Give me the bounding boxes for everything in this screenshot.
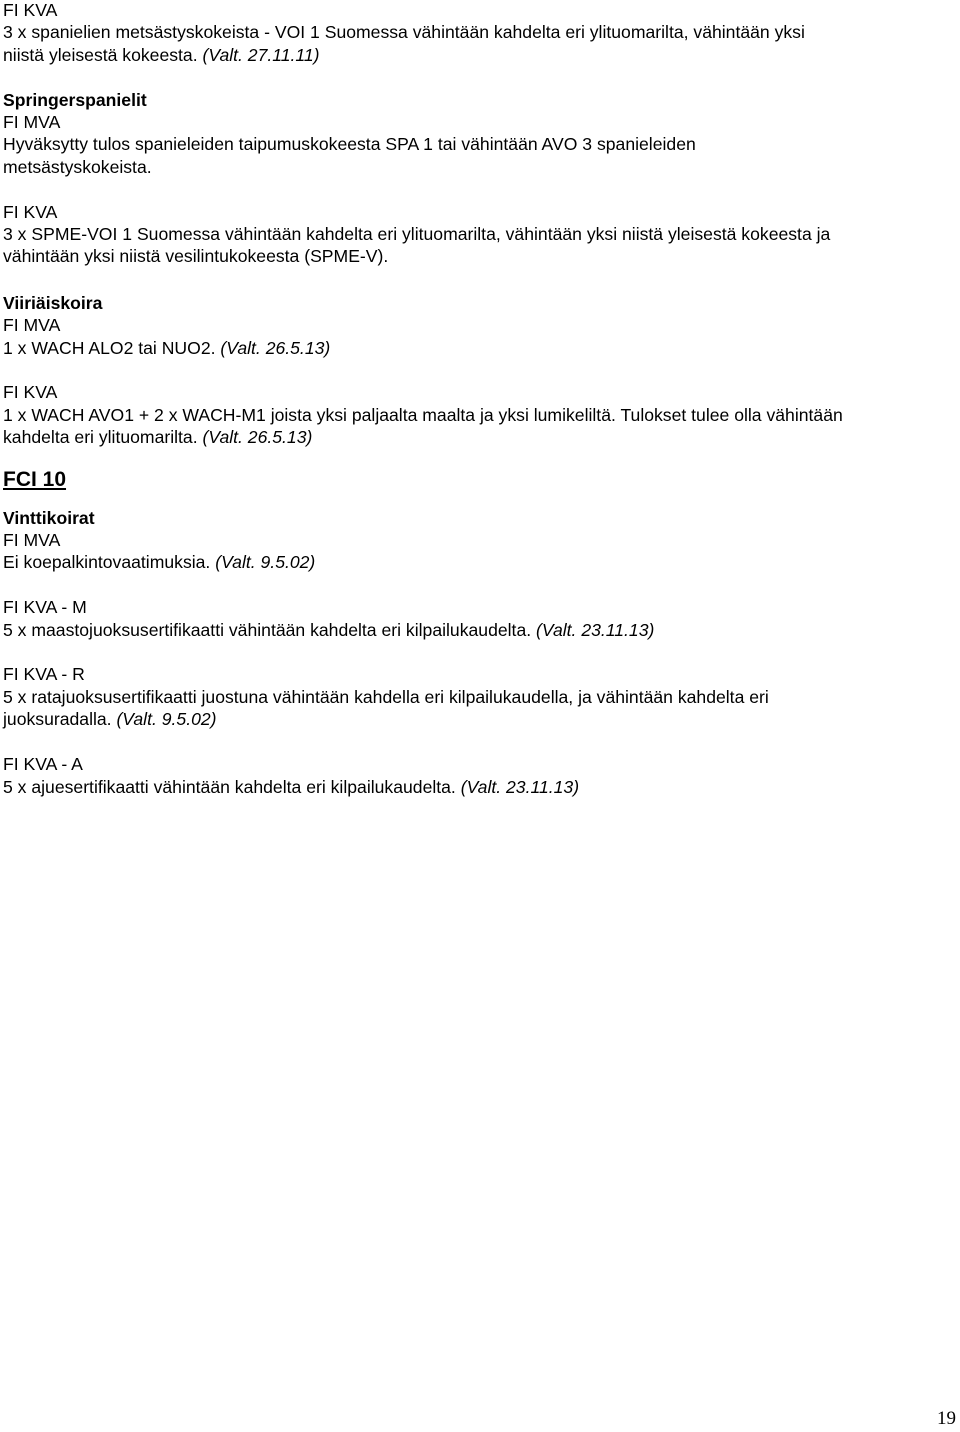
- validity-note: (Valt. 27.11.11): [202, 44, 320, 65]
- validity-note: (Valt. 9.5.02): [116, 709, 217, 730]
- kva-requirement-line: 3 x SPME-VOI 1 Suomessa vähintään kahdelta eri ylituomarilta, vähintään yksi niistä yleisestä kokeesta ja: [3, 224, 831, 245]
- mva-label: FI MVA: [3, 315, 61, 336]
- kva-label: FI KVA: [3, 382, 58, 403]
- kva-requirement-line: vähintään yksi niistä vesilintukokeesta (SPME-V).: [3, 246, 389, 267]
- validity-note: (Valt. 26.5.13): [220, 337, 331, 358]
- spacer: [3, 641, 958, 663]
- requirement-text: Ei koepalkintovaatimuksia.: [3, 552, 211, 573]
- validity-note: (Valt. 26.5.13): [202, 427, 313, 448]
- breed-title: Viiriäiskoira: [3, 292, 103, 313]
- mva-label: FI MVA: [3, 530, 61, 551]
- document-page: [3, 0, 958, 798]
- requirement-text: juoksuradalla.: [3, 709, 112, 730]
- breed-title: Vinttikoirat: [3, 507, 95, 528]
- mva-label: FI MVA: [3, 112, 61, 133]
- kva-a-label: FI KVA - A: [3, 754, 83, 775]
- kva-requirement-line: 3 x spanielien metsästyskokeista - VOI 1 Suomessa vähintään kahdelta eri ylituomarilta, vähintään yksi: [3, 22, 805, 43]
- page-number: 19: [937, 1408, 956, 1429]
- validity-note: (Valt. 23.11.13): [536, 619, 655, 640]
- mva-requirement-line: Hyväksytty tulos spanieleiden taipumuskokeesta SPA 1 tai vähintään AVO 3 spanieleiden: [3, 134, 696, 155]
- mva-requirement-line: metsästyskokeista.: [3, 156, 152, 177]
- fci-group-heading: FCI 10: [3, 467, 67, 491]
- kva-r-requirement-line: 5 x ratajuoksusertifikaatti juostuna vähintään kahdella eri kilpailukaudella, ja vähintään kahdelta eri: [3, 686, 769, 707]
- breed-title: Springerspanielit: [3, 89, 147, 110]
- spacer: [3, 66, 958, 88]
- kva-requirement-line: [3, 44, 958, 66]
- kva-a-requirement-line: [3, 776, 958, 798]
- requirement-text: kahdelta eri ylituomarilta.: [3, 427, 198, 448]
- kva-r-requirement-line: [3, 708, 958, 730]
- requirement-text: niistä yleisestä kokeesta.: [3, 44, 198, 65]
- requirement-text: 1 x WACH ALO2 tai NUO2.: [3, 337, 216, 358]
- validity-note: (Valt. 9.5.02): [215, 552, 316, 573]
- spacer: [3, 731, 958, 753]
- validity-note: (Valt. 23.11.13): [460, 776, 580, 797]
- kva-requirement-line: [3, 426, 958, 448]
- mva-requirement-line: [3, 337, 958, 359]
- kva-label: FI KVA: [3, 201, 58, 222]
- kva-label: FI KVA: [3, 0, 58, 20]
- kva-requirement-line: 1 x WACH AVO1 + 2 x WACH-M1 joista yksi paljaalta maalta ja yksi lumikeliltä. Tulokset tulee olla vähintään: [3, 404, 843, 425]
- requirement-text: 5 x maastojuoksusertifikaatti vähintään kahdelta eri kilpailukaudelta.: [3, 619, 532, 640]
- kva-m-label: FI KVA - M: [3, 597, 87, 618]
- spacer: [3, 359, 958, 381]
- spacer: [3, 574, 958, 596]
- kva-m-requirement-line: [3, 619, 958, 641]
- mva-requirement-line: [3, 551, 958, 573]
- requirement-text: 5 x ajuesertifikaatti vähintään kahdelta eri kilpailukaudelta.: [3, 776, 456, 797]
- spacer: [3, 268, 958, 292]
- kva-r-label: FI KVA - R: [3, 664, 85, 685]
- spacer: [3, 178, 958, 200]
